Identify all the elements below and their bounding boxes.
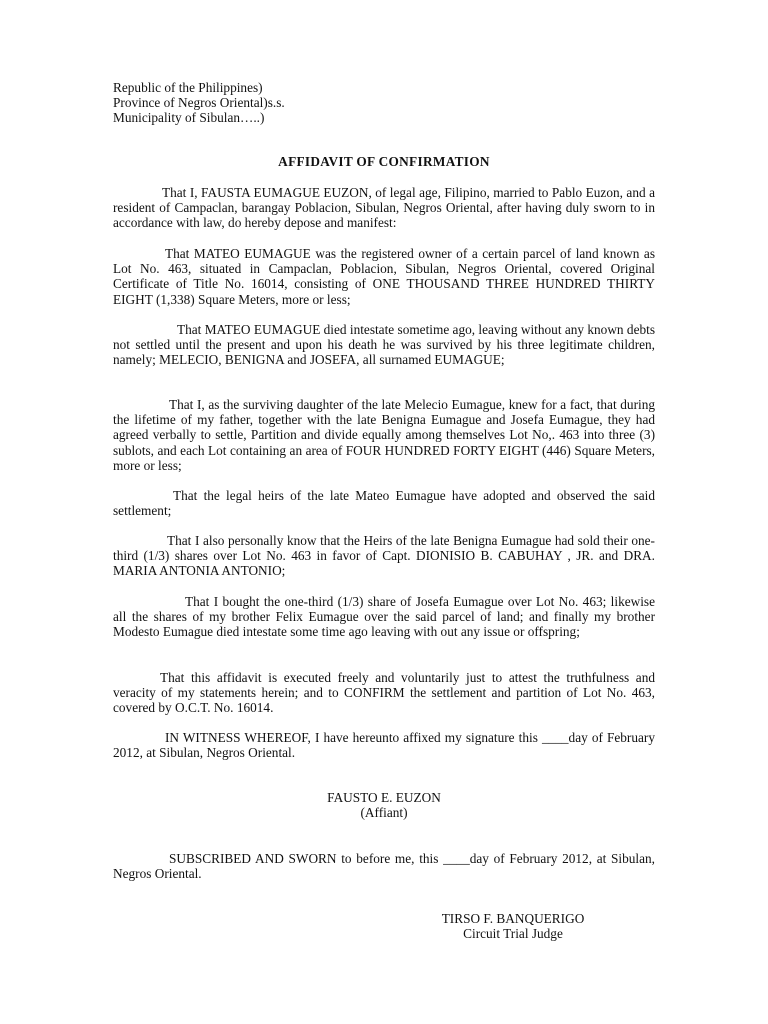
paragraph-witness-whereof: IN WITNESS WHEREOF, I have hereunto affixed my signature this ____day of February 2012, at Sibulan, Negros Oriental. — [113, 730, 655, 761]
judge-signature-block — [413, 911, 613, 941]
jurisdiction-header — [113, 80, 285, 126]
paragraph-verbal-partition: That I, as the surviving daughter of the late Melecio Eumague, knew for a fact, that during the lifetime of my father, together with the late Benigna Eumague and Josefa Eumague, they had agreed verbally to settle, Partition and divide equally among themselves Lot No,. 463 into three (3) sublots, and each Lot containing an area of FOUR HUNDRED FORTY EIGHT (446) Square Meters, more or less; — [113, 397, 655, 473]
header-line-republic: Republic of the Philippines) — [113, 80, 263, 95]
judge-name: TIRSO F. BANQUERIGO — [441, 911, 585, 926]
header-line-province: Province of Negros Oriental)s.s. — [113, 95, 285, 111]
affiant-signature-block — [284, 790, 484, 820]
paragraph-intestate-death: That MATEO EUMAGUE died intestate sometime ago, leaving without any known debts not settled until the present and upon his death he was survived by his three legitimate children, namely; MELECIO, BENIGNA and JOSEFA, all surnamed EUMAGUE; — [113, 322, 655, 368]
affiant-role: (Affiant) — [360, 805, 408, 821]
paragraph-registered-owner: That MATEO EUMAGUE was the registered owner of a certain parcel of land known as Lot No. 463, situated in Campaclan, Poblacion, Sibulan, Negros Oriental, covered Original Certificate of Title No. 16014, consisting of ONE THOUSAND THREE HUNDRED THIRTY EIGHT (1,338) Square Meters, more or less; — [113, 246, 655, 307]
paragraph-shares-bought: That I bought the one-third (1/3) share of Josefa Eumague over Lot No. 463; likewise all the shares of my brother Felix Eumague over the said parcel of land; and finally my brother Modesto Eumague died intestate some time ago leaving with out any issue or offspring; — [113, 594, 655, 640]
header-line-municipality: Municipality of Sibulan…..) — [113, 110, 265, 126]
paragraph-shares-sold: That I also personally know that the Heirs of the late Benigna Eumague had sold their one-third (1/3) shares over Lot No. 463 in favor of Capt. DIONISIO B. CABUHAY , JR. and DRA. MARIA ANTONIA ANTONIO; — [113, 533, 655, 579]
jurat-paragraph: SUBSCRIBED AND SWORN to before me, this ____day of February 2012, at Sibulan, Negros Oriental. — [113, 851, 655, 882]
paragraph-affiant-intro: That I, FAUSTA EUMAGUE EUZON, of legal age, Filipino, married to Pablo Euzon, and a resident of Campaclan, barangay Poblacion, Sibulan, Negros Oriental, after having duly sworn to in accordance with law, do hereby depose and manifest: — [113, 185, 655, 231]
paragraph-confirmation: That this affidavit is executed freely and voluntarily just to attest the truthfulness and veracity of my statements herein; and to CONFIRM the settlement and partition of Lot No. 463, covered by O.C.T. No. 16014. — [113, 670, 655, 716]
paragraph-heirs-adopted: That the legal heirs of the late Mateo Eumague have adopted and observed the said settlement; — [113, 488, 655, 519]
document-title: AFFIDAVIT OF CONFIRMATION — [278, 154, 490, 169]
affiant-name: FAUSTO E. EUZON — [327, 790, 441, 805]
judge-role: Circuit Trial Judge — [463, 926, 563, 942]
